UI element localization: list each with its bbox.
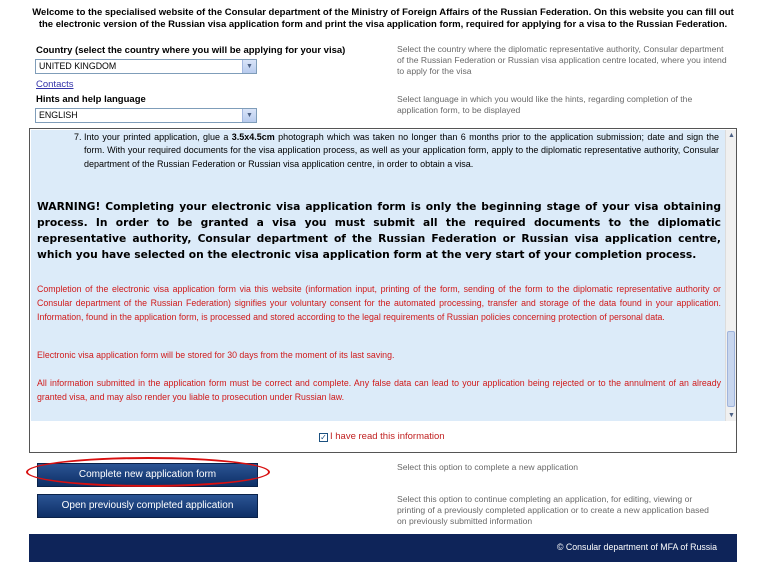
scroll-up-icon[interactable]: ▲ bbox=[728, 132, 735, 139]
read-confirmation[interactable] bbox=[319, 431, 445, 442]
open-previous-application-button[interactable]: Open previously completed application bbox=[37, 494, 258, 518]
country-select-value: UNITED KINGDOM bbox=[39, 61, 117, 71]
complete-new-application-button[interactable]: Complete new application form bbox=[37, 463, 258, 487]
footer bbox=[29, 534, 737, 562]
warning-text: WARNING! Completing your electronic visa application form is only the beginning stage of your visa obtaining process. In order to be granted a visa you must submit all the required documents to the diplomatic representative authority, Consular department of the Russian Federation or Russian visa application centre, which you have selected on the electronic visa application form at the very start of your completion process. bbox=[37, 200, 721, 261]
step-number: 7. bbox=[74, 132, 82, 142]
scroll-thumb[interactable] bbox=[727, 331, 735, 407]
accuracy-text: All information submitted in the application form must be correct and complete. Any false data can lead to your application being rejected or to the annulment of an already granted visa, and may also render you liable to prosecution under Russian law. bbox=[37, 378, 721, 402]
scroll-down-icon[interactable]: ▼ bbox=[728, 412, 735, 419]
storage-text: Electronic visa application form will be stored for 30 days from the moment of its last saving. bbox=[37, 350, 395, 360]
read-checkbox[interactable]: ✓ bbox=[320, 433, 327, 442]
chevron-down-icon[interactable]: ▼ bbox=[242, 109, 256, 122]
language-label: Hints and help language bbox=[36, 94, 146, 105]
language-hint: Select language in which you would like the hints, regarding completion of the application form, to be displayed bbox=[397, 94, 693, 115]
consent-text: Completion of the electronic visa application form via this website (information input, printing of the form, sending of the form to the diplomatic representative authority or Consular department of the Russian Federation) signifies your voluntary consent for the automated processing, transfer and storage of the data found in your application. Information, found in the application form, is processed and stored according to the legal requirements of Russian policies concerning protection of personal data. bbox=[37, 284, 721, 322]
contacts-link[interactable]: Contacts bbox=[36, 79, 74, 90]
country-label: Country (select the country where you will be applying for your visa) bbox=[36, 45, 346, 56]
read-label: I have read this information bbox=[330, 431, 445, 442]
language-select[interactable] bbox=[35, 108, 257, 123]
language-select-value: ENGLISH bbox=[39, 110, 78, 120]
photo-size: 3.5x4.5cm bbox=[231, 132, 275, 142]
step-text-a: Into your printed application, glue a bbox=[84, 132, 232, 142]
highlight-ring bbox=[26, 457, 270, 487]
copyright: © Consular department of MFA of Russia bbox=[556, 542, 717, 552]
information-scroll-area[interactable] bbox=[31, 130, 725, 421]
vertical-scrollbar[interactable] bbox=[725, 130, 736, 421]
chevron-down-icon[interactable]: ▼ bbox=[242, 60, 256, 73]
information-panel bbox=[29, 128, 737, 453]
country-select[interactable] bbox=[35, 59, 257, 74]
step-text-b: photograph which was taken no longer than 6 months prior to the application submission; date and sign the form. With your required documents for the visa application process, as well as your application form, apply to the diplomatic representative authority, Consular department of the Russian Federation or Russian visa application centre, in order to obtain a visa. bbox=[84, 132, 720, 169]
welcome-text: Welcome to the specialised website of the Consular department of the Ministry of Foreign Affairs of the Russian Federation. On this website you can fill out the electronic version of the Russian visa application form and print the visa application form, required for applying for a visa to the Russian Federation. bbox=[32, 7, 734, 30]
instruction-step-7 bbox=[37, 131, 719, 171]
new-application-hint: Select this option to complete a new application bbox=[397, 462, 579, 472]
country-hint: Select the country where the diplomatic representative authority, Consular department of the Russian Federation or Russian visa application centre located, where you intend to apply for the visa bbox=[397, 44, 727, 76]
open-application-hint: Select this option to continue completing an application, for editing, viewing or printing of a previously completed application or to create a new application based on previously submitted information bbox=[397, 494, 709, 526]
